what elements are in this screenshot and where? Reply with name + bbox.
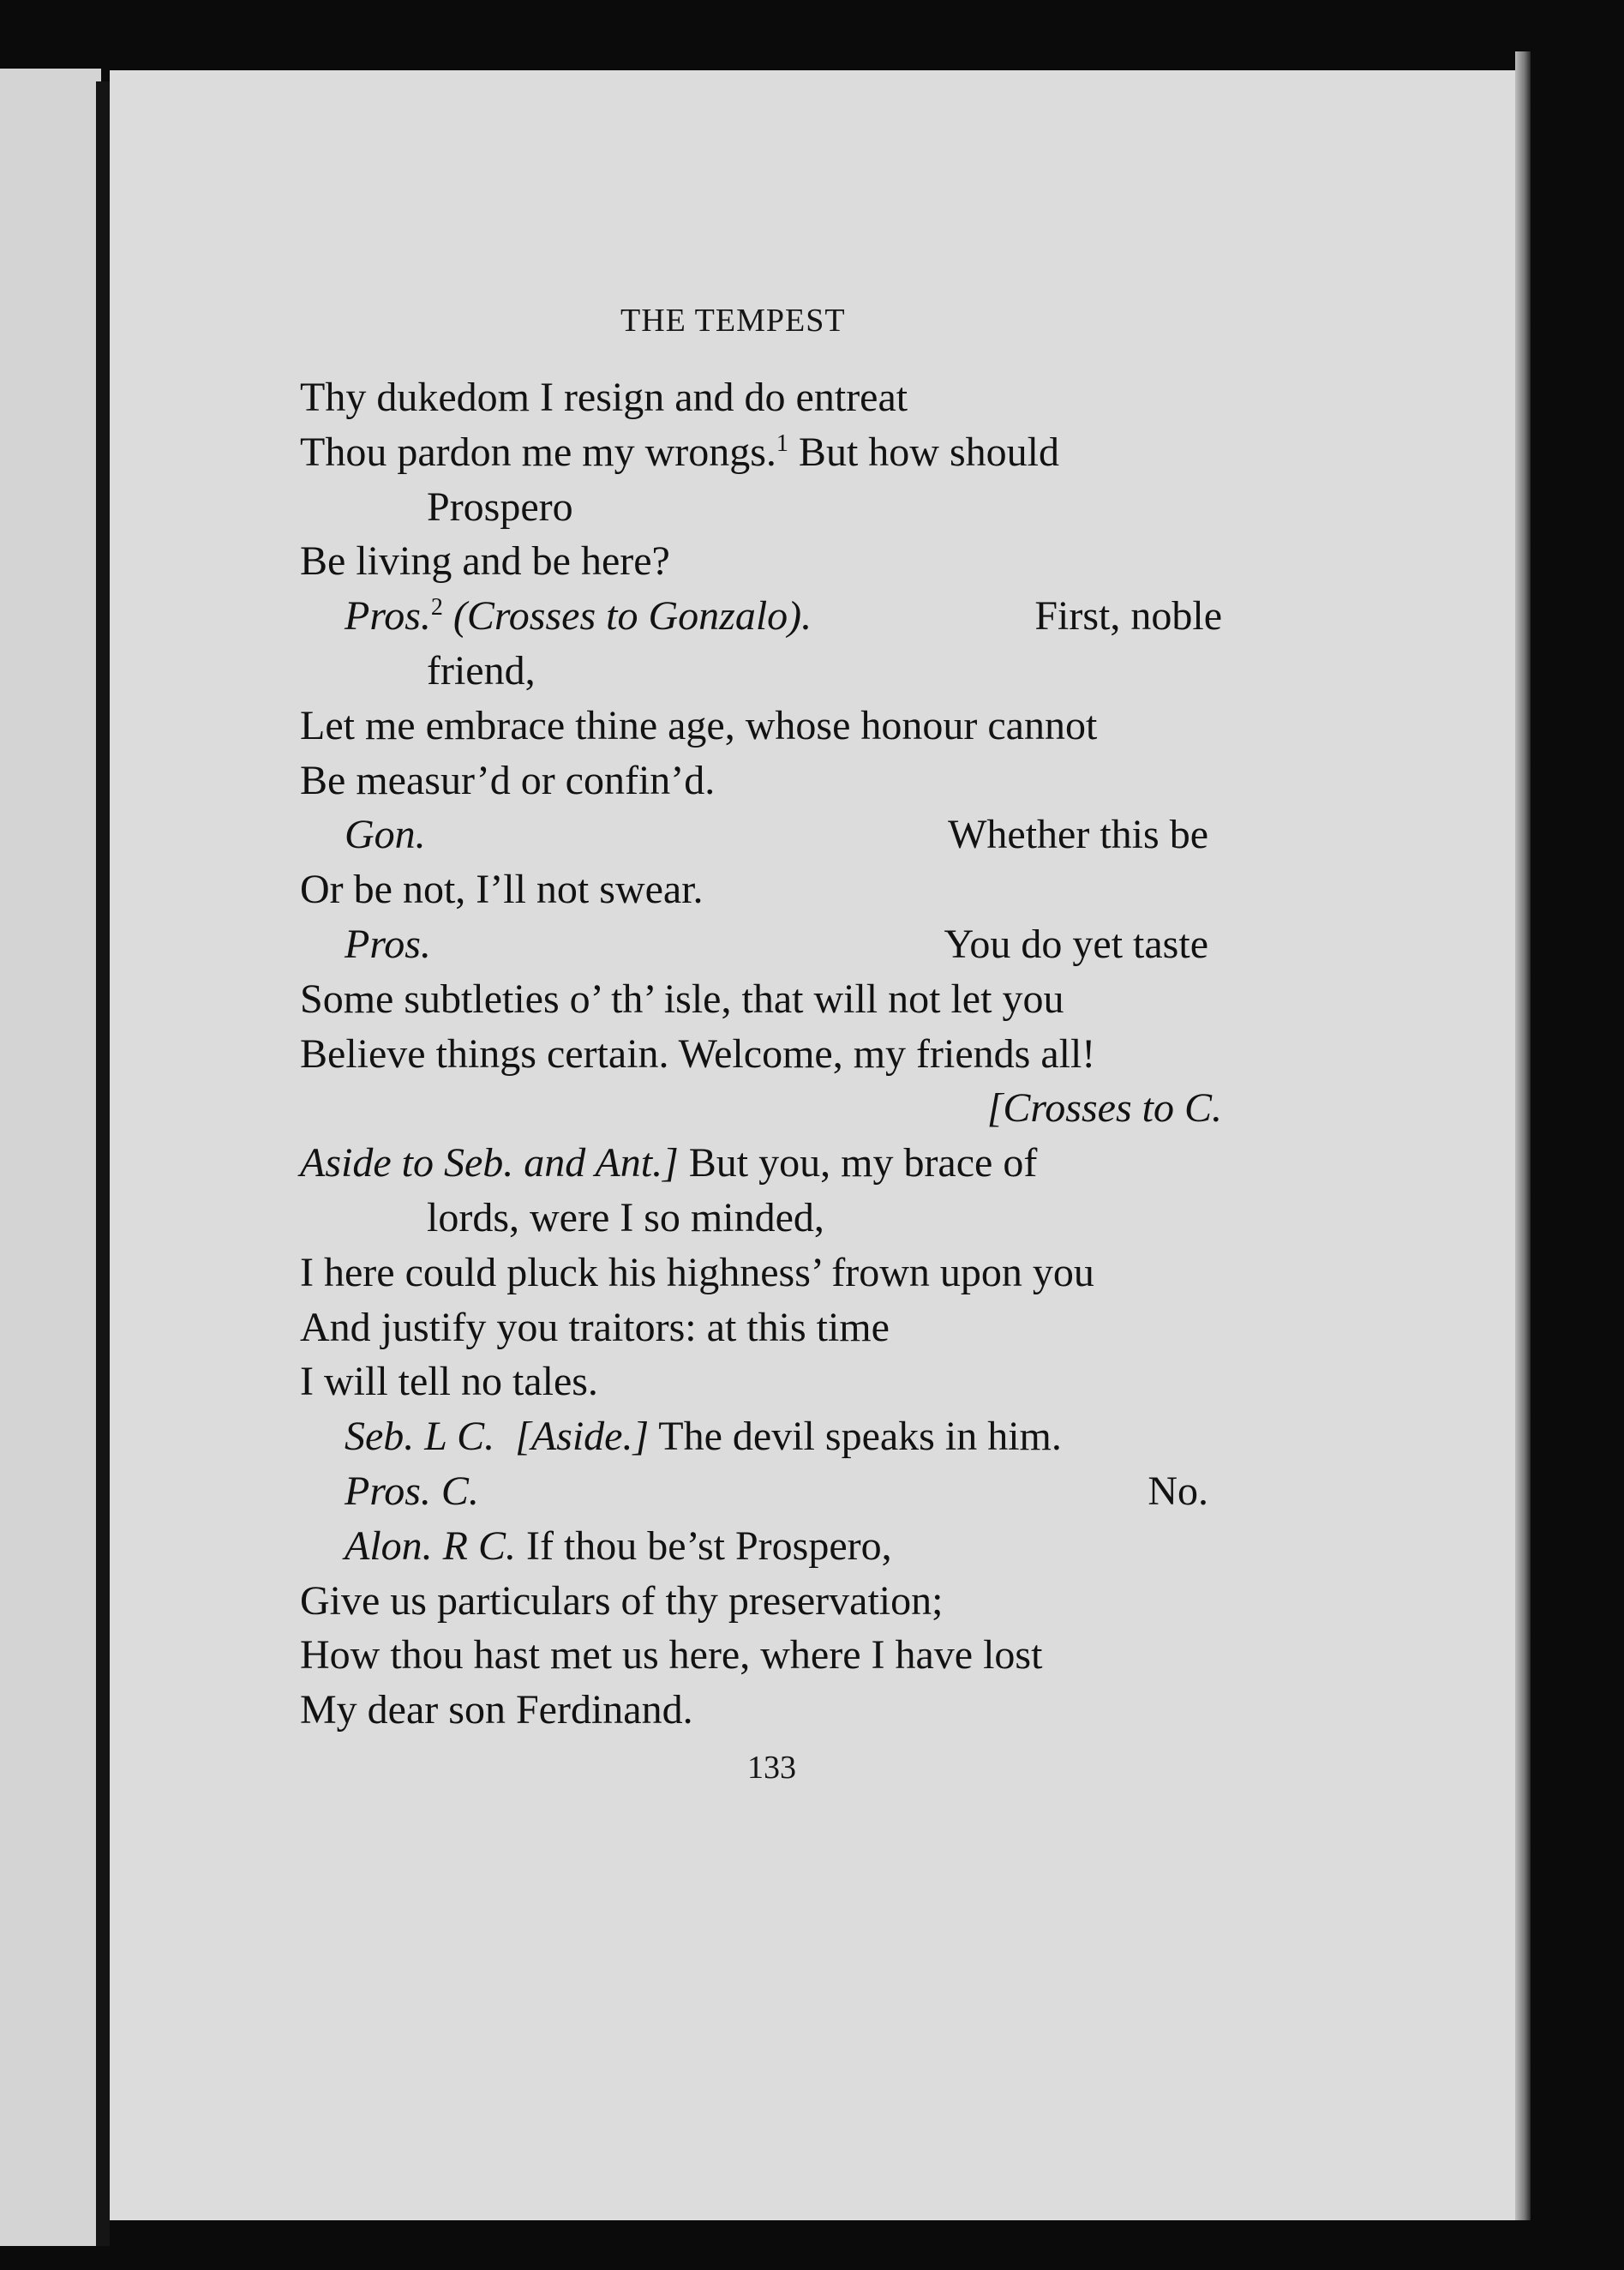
text-line — [300, 1081, 1260, 1136]
stage-direction: (Crosses to Gonzalo). — [452, 593, 812, 640]
running-header: THE TEMPEST — [620, 303, 846, 339]
play-text — [300, 370, 1260, 1738]
line-text: How thou hast met us here, where I have lost — [300, 1632, 1043, 1678]
text-line — [300, 1409, 1260, 1464]
text-line — [300, 1354, 1260, 1409]
line-text: Be living and be here? — [300, 538, 670, 585]
speaker-name: Gon. — [345, 812, 426, 858]
text-line — [300, 972, 1260, 1027]
text-line — [300, 1464, 1260, 1519]
line-text: My dear son Ferdinand. — [300, 1687, 693, 1733]
text-line — [300, 1628, 1260, 1683]
line-text: First, noble — [1034, 593, 1222, 640]
line-text: Thy dukedom I resign and do entreat — [300, 375, 908, 420]
line-text: Give us particulars of thy preservation; — [300, 1577, 944, 1624]
text-line — [300, 1300, 1260, 1355]
line-text: I here could pluck his highness’ frown upon you — [300, 1249, 1094, 1295]
text-line — [300, 808, 1260, 862]
text-line — [300, 1136, 1260, 1191]
line-text: Some subtleties o’ th’ isle, that will not let you — [300, 976, 1064, 1022]
text-line — [300, 917, 1260, 972]
line-text: The devil speaks in him. — [649, 1414, 1062, 1460]
line-text: No. — [1148, 1468, 1208, 1514]
stage-direction: [Aside.] — [515, 1414, 650, 1460]
book-gutter — [96, 81, 110, 2246]
page-right-edge — [1515, 51, 1531, 2255]
footnote-marker: 2 — [430, 594, 443, 622]
text-line — [300, 1683, 1260, 1738]
left-page-edge — [0, 69, 101, 2246]
text-line — [300, 1027, 1260, 1082]
speaker-name: Pros. — [345, 921, 431, 967]
line-text: But how should — [788, 429, 1059, 475]
line-text: If thou be’st Prospero, — [516, 1522, 892, 1569]
stage-direction: [Crosses to C. — [986, 1085, 1222, 1132]
text-line — [300, 1574, 1260, 1629]
text-line — [300, 754, 1260, 808]
line-text: Believe things certain. Welcome, my friends all! — [300, 1030, 1096, 1077]
speaker-name: Seb. L C. — [345, 1414, 495, 1460]
line-text: You do yet taste — [944, 921, 1208, 967]
bottom-shadow — [110, 2220, 1531, 2270]
text-line — [300, 862, 1260, 917]
line-text: Thou pardon me my wrongs. — [300, 429, 776, 475]
speaker-name: Pros. C. — [345, 1468, 479, 1514]
text-line — [300, 1246, 1260, 1300]
text-line — [300, 699, 1260, 754]
stage-direction: Aside to Seb. and Ant.] — [300, 1140, 679, 1186]
line-text: Or be not, I’ll not swear. — [300, 867, 704, 913]
line-text: lords, were I so minded, — [427, 1194, 824, 1240]
text-line — [300, 425, 1260, 480]
footnote-marker: 1 — [776, 429, 788, 457]
speaker-name: Alon. R C. — [345, 1522, 516, 1569]
line-text: I will tell no tales. — [300, 1359, 598, 1405]
text-line — [300, 1191, 1260, 1246]
text-line — [300, 534, 1260, 589]
speaker-name: Pros. — [345, 593, 431, 640]
text-line — [300, 644, 1260, 699]
line-text: friend, — [427, 647, 536, 694]
line-text: Let me embrace thine age, whose honour cannot — [300, 702, 1098, 748]
page-number: 133 — [747, 1750, 796, 1786]
text-line — [300, 370, 1260, 425]
line-text: And justify you traitors: at this time — [300, 1304, 890, 1350]
speech-start — [345, 589, 812, 644]
line-text: Prospero — [427, 483, 573, 530]
line-text: Be measur’d or confin’d. — [300, 757, 716, 803]
line-text: Whether this be — [948, 812, 1208, 858]
text-line — [300, 589, 1260, 644]
text-line — [300, 1519, 1260, 1574]
line-text: But you, my brace of — [678, 1140, 1038, 1186]
text-line — [300, 480, 1260, 535]
